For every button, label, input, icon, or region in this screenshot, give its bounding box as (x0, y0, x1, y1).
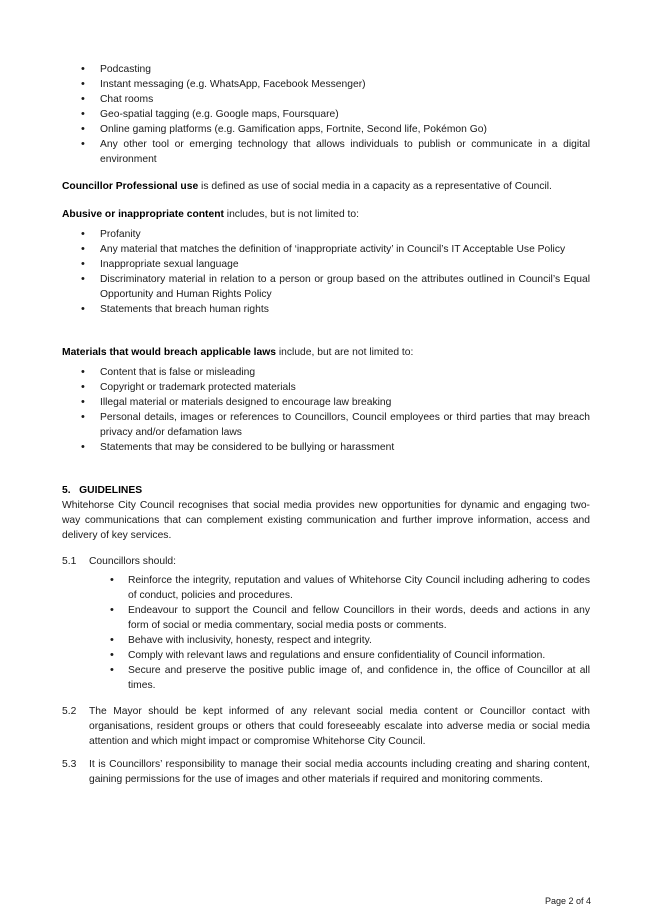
intro-list-section (62, 62, 590, 167)
clause-5-1-list-block (62, 573, 590, 693)
list-item: • Copyright or trademark protected materials (62, 380, 590, 395)
list-item: • Illegal material or materials designed to encourage law breaking (62, 395, 590, 410)
definition-text: includes, but is not limited to: (223, 209, 359, 220)
clause-5-2 (62, 704, 590, 749)
list-item: • Content that is false or misleading (62, 365, 590, 380)
definition-text: is defined as use of social media in a capacity as a representative of Council. (198, 181, 552, 192)
list-item: • Geo-spatial tagging (e.g. Google maps, Foursquare) (62, 107, 590, 122)
councillors-should-list (62, 573, 590, 693)
clause-5-1 (62, 554, 590, 569)
clause-number: 5.2 (62, 706, 77, 717)
list-item: • Comply with relevant laws and regulations and ensure confidentiality of Council information. (62, 648, 590, 663)
page-number: Page 2 of 4 (544, 896, 591, 906)
guidelines-intro: Whitehorse City Council recognises that social media provides new opportunities for dynamic and engaging two-way communications that can complement existing communication and further improve information, access and delivery of key services. (62, 500, 590, 541)
list-item: • Any other tool or emerging technology that allows individuals to publish or communicate in a digital environment (62, 137, 590, 167)
list-item: • Statements that breach human rights (62, 302, 590, 317)
definition-term: Abusive or inappropriate content (62, 209, 224, 220)
list-item: • Discriminatory material in relation to a person or group based on the attributes outlined in Council’s Equal Opportunity and Human Rights Policy (62, 272, 590, 302)
list-item: • Inappropriate sexual language (62, 257, 590, 272)
clause-number: 5.1 (62, 556, 77, 567)
list-item: • Profanity (62, 227, 590, 242)
section-heading: 5. GUIDELINES (62, 485, 143, 496)
definition-text: include, but are not limited to: (276, 347, 414, 358)
list-item: • Reinforce the integrity, reputation and values of Whitehorse City Council including adhering to codes of conduct, policies and procedures. (62, 573, 590, 603)
laws-list (62, 365, 590, 455)
list-item: • Secure and preserve the positive public image of, and confidence in, the office of Councillor at all times. (62, 663, 590, 693)
abusive-content-list (62, 227, 590, 317)
abusive-content-list-block (62, 227, 590, 317)
intro-bullet-list (62, 62, 590, 167)
laws-list-block (62, 365, 590, 455)
clause-text: Councillors should: (89, 556, 176, 567)
list-item: • Statements that may be considered to be bullying or harassment (62, 440, 590, 455)
list-item: • Any material that matches the definition of ‘inappropriate activity’ in Council’s IT Acceptable Use Policy (62, 242, 590, 257)
guidelines-section (62, 483, 590, 543)
definition-term: Materials that would breach applicable laws (62, 347, 277, 358)
list-item: • Online gaming platforms (e.g. Gamification apps, Fortnite, Second life, Pokémon Go) (62, 122, 590, 137)
list-item: • Podcasting (62, 62, 590, 77)
list-item: • Instant messaging (e.g. WhatsApp, Facebook Messenger) (62, 77, 590, 92)
laws-section (62, 345, 590, 360)
abusive-content-section (62, 207, 590, 222)
clause-5-3 (62, 757, 590, 787)
list-item: • Endeavour to support the Council and fellow Councillors in their words, deeds and actions in any form of social or media commentary, social media posts or comments. (62, 603, 590, 633)
definition-term: Councillor Professional use (62, 181, 199, 192)
list-item: • Behave with inclusivity, honesty, respect and integrity. (62, 633, 590, 648)
clause-number: 5.3 (62, 759, 77, 770)
list-item: • Chat rooms (62, 92, 590, 107)
list-item: • Personal details, images or references to Councillors, Council employees or third parties that may breach privacy and/or defamation laws (62, 410, 590, 440)
clause-text: The Mayor should be kept informed of any relevant social media content or Councillor contact with organisations, resident groups or others that could foreseeably escalate into adverse media or social media attention and which might impact or compromise Whitehorse City Council. (89, 706, 590, 747)
councillor-use-definition (62, 179, 590, 194)
clause-text: It is Councillors’ responsibility to manage their social media accounts including creating and sharing content, gaining permissions for the use of images and other materials if required and monitoring comments. (89, 759, 590, 785)
